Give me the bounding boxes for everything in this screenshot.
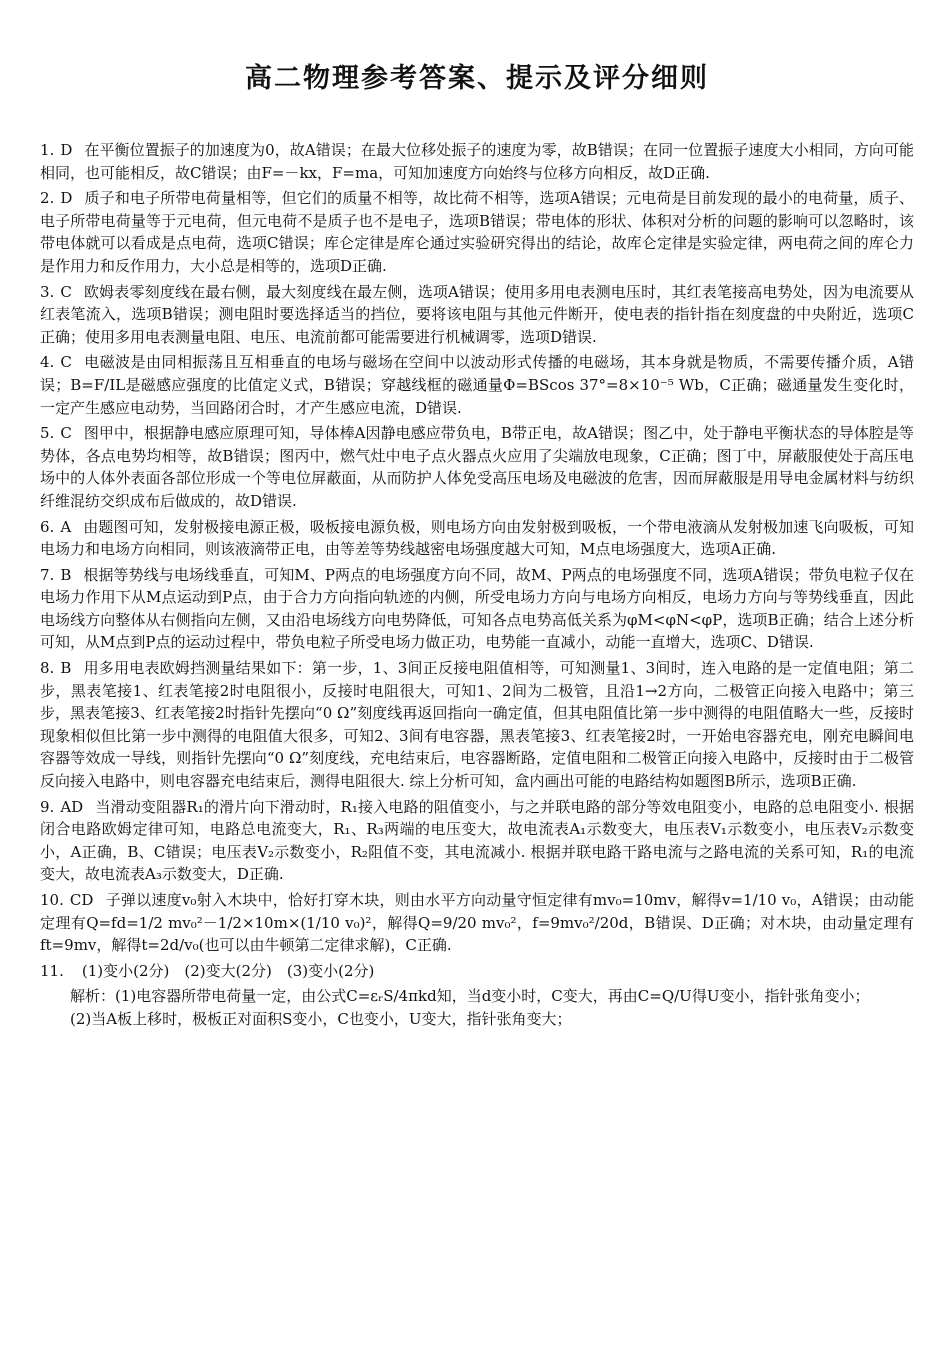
analysis-line-2: (2)当A板上移时，极板正对面积S变小，C也变小，U变大，指针张角变大； [70,1009,572,1028]
answer-item-5 [40,422,914,512]
answer-item-1 [40,139,914,184]
item-explanation: 当滑动变阻器R₁的滑片向下滑动时，R₁接入电路的阻值变小，与之并联电路的部分等效电阻变小，电路的总电阻变小. 根据闭合电路欧姆定律可知，电路总电流变大，R₁、R₃两端的电压变大，故电流表A₁示数变大，电压表V₁示数变小，电压表V₂示数变小，A正确，B、C错误；电压表V₂示数变小，R₂阻值不变，其电流减小. 根据并联电路干路电流与之路电流的关系可知，R₁的电流变大，故电流表A₃示数变大，D正确. [40,797,914,884]
answer-item-4 [40,351,914,419]
item-number: 5. [40,424,55,443]
item-explanation: 用多用电表欧姆挡测量结果如下：第一步，1、3间正反接电阻值相等，可知测量1、3间时，连入电路的是一定值电阻；第二步，黑表笔接1、红表笔接2时电阻很小，反接时电阻很大，可知1、2间为二极管，且沿1→2方向，二极管正向接入电路中；第三步，黑表笔接3、红表笔接2时指针先摆向“0 Ω”刻度线再返回指向一确定值，但其电阻值比第一步中测得的电阻值略大一些，反接时现象相似但比第一步中测得的电阻值大很多，可知2、3间有电容器，黑表笔接3、红表笔接2时，一开始电容器充电，刚充电瞬间电容器等效成一导线，则指针先摆向“0 Ω”刻度线，充电结束后，电容器断路，定值电阻和二极管正向接入电路中，反接时由于二极管反向接入电路中，则电容器充电结束后，测得电阻很大. 综上分析可知，盒内画出可能的电路结构如题图B所示，选项B正确. [40,659,914,791]
item-answer: B [60,565,72,584]
item-answer: D [60,141,73,159]
answer-item-6 [40,516,914,561]
item-explanation: (1)变小(2分) (2)变大(2分) (3)变小(2分) [81,961,375,980]
answer-item-9 [40,796,914,886]
item-answer: C [60,282,72,301]
answer-item-10 [40,889,914,957]
item-number: 9. [40,797,55,816]
item-explanation: 图甲中，根据静电感应原理可知，导体棒A因静电感应带负电，B带正电，故A错误；图乙中，处于静电平衡状态的导体腔是等势体，各点电势均相等，故B错误；图丙中，燃气灶中电子点火器点火应用了尖端放电现象，C正确；图丁中，屏蔽服使处于高压电场中的人体外表面各部位形成一个等电位屏蔽面，从而防护人体免受高压电场及电磁波的危害，因而屏蔽服是用导电金属材料与纺织纤维混纺交织成布后做成的，故D错误. [40,424,914,510]
answer-item-8 [40,657,914,793]
item-number: 11. [40,961,64,980]
answer-item-2 [40,187,914,277]
item-number: 6. [40,517,55,536]
analysis-line-1: 解析：(1)电容器所带电荷量一定，由公式C=εᵣS/4πkd知，当d变小时，C变大，再由C=Q/U得U变小，指针张角变小； [70,987,870,1006]
item-number: 8. [40,659,55,678]
item-number: 3. [40,282,55,301]
item-explanation: 由题图可知，发射极接电源正极，吸板接电源负极，则电场方向由发射极到吸板，一个带电液滴从发射极加速飞向吸板，可知电场力和电场方向相同，则该液滴带正电，由等差等势线越密电场强度越大可知，M点电场强度大，选项A正确. [40,517,914,559]
item-explanation: 子弹以速度v₀射入木块中，恰好打穿木块，则由水平方向动量守恒定律有mv₀=10mv，解得v=1/10 v₀，A错误；由动能定理有Q=fd=1/2 mv₀²－1/2×10m×(1/10 v₀)²，解得Q=9/20 mv₀²，f=9mv₀²/20d，B错误、D正确；对木块，由动量定理有ft=9mv，解得t=2d/v₀(也可以由牛顿第二定律求解)，C正确. [40,891,914,955]
item-number: 4. [40,353,55,372]
item-answer: B [60,659,72,678]
answer-item-7 [40,564,914,654]
item-explanation: 质子和电子所带电荷量相等，但它们的质量不相等，故比荷不相等，选项A错误；元电荷是目前发现的最小的电荷量，质子、电子所带电荷量等于元电荷，但元电荷不是质子也不是电子，选项B错误；带电体的形状、体积对分析的问题的影响可以忽略时，该带电体就可以看成是点电荷，选项C错误；库仑定律是库仑通过实验研究得出的结论，故库仑定律是实验定律，两电荷之间的库仑力是作用力和反作用力，大小总是相等的，选项D正确. [40,189,914,275]
item-answer: CD [69,891,94,909]
item-explanation: 电磁波是由同相振荡且互相垂直的电场与磁场在空间中以波动形式传播的电磁场，其本身就是物质，不需要传播介质，A错误；B=F/IL是磁感应强度的比值定义式，B错误；穿越线框的磁通量Φ=BScos 37°=8×10⁻⁵ Wb，C正确；磁通量发生变化时，一定产生感应电动势，当回路闭合时，才产生感应电流，D错误. [40,353,914,417]
answer-item-11 [40,960,914,983]
item-answer: C [60,424,72,443]
item-number: 7. [40,565,55,584]
item-answer: C [60,353,72,372]
item-explanation: 欧姆表零刻度线在最右侧，最大刻度线在最左侧，选项A错误；使用多用电表测电压时，其红表笔接高电势处，因为电流要从红表笔流入，选项B错误；测电阻时要选择适当的挡位，要将该电阻与其他元件断开，使电表的指针指在刻度盘的中央附近，选项C正确；使用多用电表测量电阻、电压、电流前都可能需要进行机械调零，选项D错误. [40,282,914,346]
item-answer: D [60,189,73,208]
item-number: 1. [40,141,55,159]
item-number: 10. [40,891,64,909]
item-explanation: 在平衡位置振子的加速度为0，故A错误；在最大位移处振子的速度为零，故B错误；在同一位置振子速度大小相同，方向可能相同，也可能相反，故C错误；由F=－kx，F=ma，可知加速度方向始终与位移方向相反，故D正确. [40,141,914,182]
item-answer: A [60,517,72,536]
page-title: 高二物理参考答案、提示及评分细则 [245,63,709,94]
item-answer: AD [60,797,84,816]
item-number: 2. [40,189,55,208]
answer-item-3 [40,281,914,349]
item-explanation: 根据等势线与电场线垂直，可知M、P两点的电场强度方向不同，故M、P两点的电场强度不同，选项A错误；带负电粒子仅在电场力作用下从M点运动到P点，由于合力方向指向轨迹的内侧，所受电场力方向与电场方向相反，电场力方向与等势线垂直，因此电场线方向整体从右侧指向左侧，又由沿电场线方向电势降低，可知各点电势高低关系为φM<φN<φP，选项B正确；结合上述分析可知，从M点到P点的运动过程中，带负电粒子所受电场力做正功，电势能一直减小，动能一直增大，选项C、D错误. [40,565,914,652]
